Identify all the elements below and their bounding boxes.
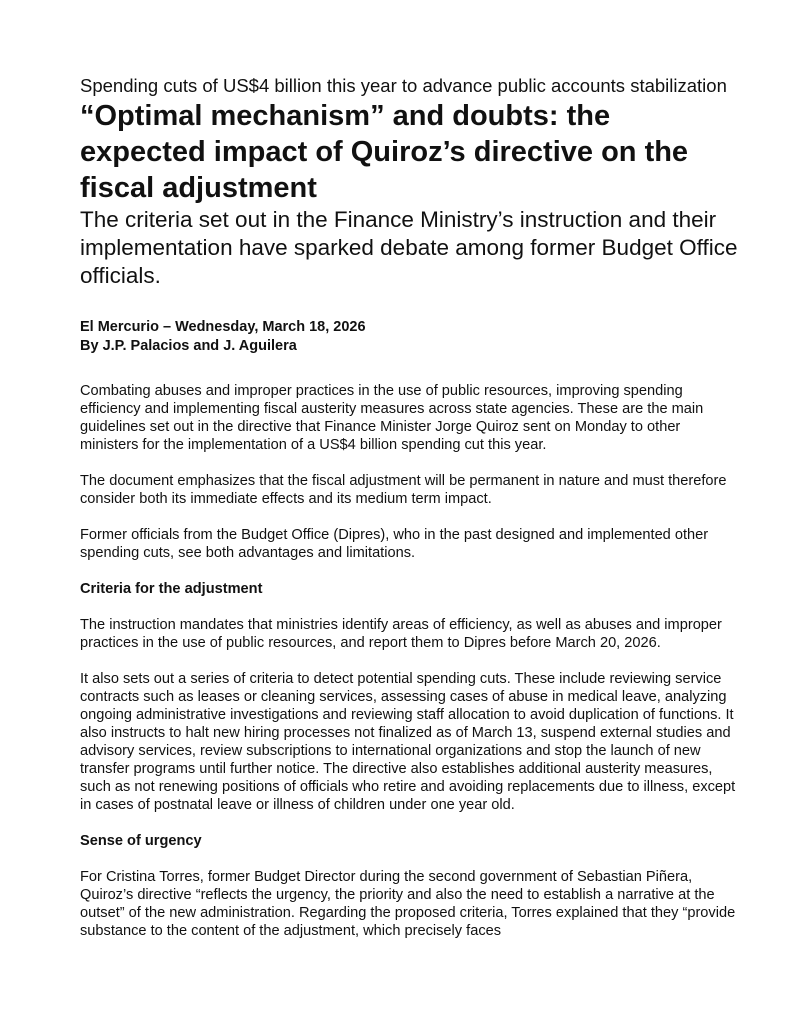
paragraph-urgency-1: For Cristina Torres, former Budget Director during the second government of Sebastian Piñera, Quiroz’s directive “reflects the urgency, the priority and also the need to establish a narrative at the outset” of the new administration. Regarding the proposed criteria, Torres explained that they “provide substance to the content of the adjustment, which precisely faces bbox=[80, 869, 736, 939]
article-headline: “Optimal mechanism” and doubts: the expected impact of Quiroz’s directive on the fiscal adjustment bbox=[80, 100, 689, 204]
paragraph-intro-1: Combating abuses and improper practices in the use of public resources, improving spending efficiency and implementing fiscal austerity measures across state agencies. These are the main guidelines set out in the directive that Finance Minister Jorge Quiroz sent on Monday to other ministers for the implementation of a US$4 billion spending cut this year. bbox=[80, 383, 704, 453]
source-line: El Mercurio – Wednesday, March 18, 2026 bbox=[80, 319, 366, 335]
paragraph-criteria-2: It also sets out a series of criteria to detect potential spending cuts. These include reviewing service contracts such as leases or cleaning services, assessing cases of abuse in medical leave, analyzing ongoing administrative investigations and reviewing staff allocation to avoid duplication of functions. It also instructs to halt new hiring processes not finalized as of March 13, suspend external studies and advisory services, review subscriptions to international organizations and stop the launch of new transfer programs until further notice. The directive also establishes additional austerity measures, such as not renewing positions of officials who retire and avoiding replacements due to illness, except in cases of postnatal leave or illness of children under one year old. bbox=[80, 671, 736, 813]
paragraph-intro-3: Former officials from the Budget Office (Dipres), who in the past designed and implemented other spending cuts, see both advantages and limitations. bbox=[80, 527, 709, 561]
paragraph-intro-2: The document emphasizes that the fiscal adjustment will be permanent in nature and must therefore consider both its immediate effects and its medium term impact. bbox=[80, 473, 727, 507]
article-kicker: Spending cuts of US$4 billion this year to advance public accounts stabilization bbox=[80, 75, 727, 96]
section-heading-criteria: Criteria for the adjustment bbox=[80, 581, 263, 597]
article-deck: The criteria set out in the Finance Ministry’s instruction and their implementation have sparked debate among former Budget Office officials. bbox=[80, 207, 738, 288]
byline: By J.P. Palacios and J. Aguilera bbox=[80, 338, 297, 354]
paragraph-criteria-1: The instruction mandates that ministries identify areas of efficiency, as well as abuses and improper practices in the use of public resources, and report them to Dipres before March 20, 2026. bbox=[80, 617, 722, 651]
article-meta bbox=[80, 318, 740, 356]
section-heading-urgency: Sense of urgency bbox=[80, 833, 202, 849]
article bbox=[80, 74, 740, 940]
